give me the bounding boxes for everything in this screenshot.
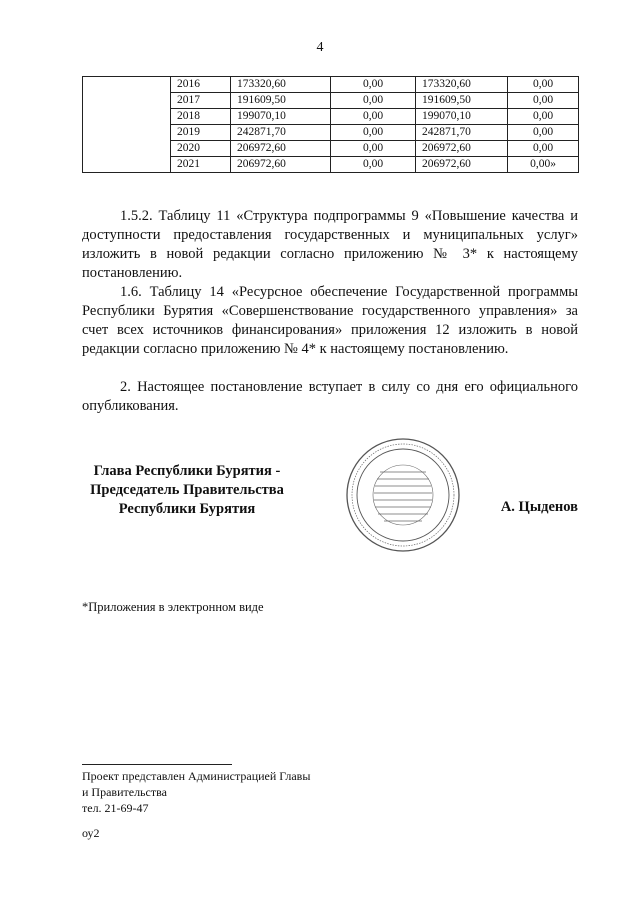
table-cell-year: 2021: [171, 157, 231, 173]
signatory-title: [82, 462, 292, 519]
table-cell-v1: 206972,60: [231, 141, 331, 157]
table-cell-v3: 206972,60: [416, 157, 508, 173]
table-cell-v1: 242871,70: [231, 125, 331, 141]
paragraph-1-6: 1.6. Таблицу 14 «Ресурсное обеспечение Государственной программы Республики Бурятия «Совершенствование государственного управления» за счет всех источников финансирования» приложения 12 изложить в новой редакции согласно приложению № 4* к настоящему постановлению.: [82, 284, 578, 357]
table-cell-v2: 0,00: [331, 77, 416, 93]
signatory-title-line-2: Председатель Правительства: [90, 482, 284, 498]
official-seal-stamp: [344, 436, 462, 554]
signatory-title-line-1: Глава Республики Бурятия -: [93, 463, 281, 479]
table-cell-v1: 199070,10: [231, 109, 331, 125]
table-cell-v3: 206972,60: [416, 141, 508, 157]
document-body: [82, 207, 578, 416]
table-cell-v3: 242871,70: [416, 125, 508, 141]
table-cell-v4: 0,00: [508, 93, 579, 109]
paragraph-1-5-2: 1.5.2. Таблицу 11 «Структура подпрограммы 9 «Повышение качества и доступности предоставления государственных и муниципальных услуг» изложить в новой редакции согласно приложению № 3* к настоящему постановлению.: [82, 208, 578, 281]
table-cell-v3: 191609,50: [416, 93, 508, 109]
footer-line-2: и Правительства: [82, 785, 167, 799]
table-cell-year: 2018: [171, 109, 231, 125]
table-cell-year: 2016: [171, 77, 231, 93]
signature-block: [82, 462, 578, 532]
table-cell-v2: 0,00: [331, 93, 416, 109]
table-cell-v3: 173320,60: [416, 77, 508, 93]
table-cell-year: 2020: [171, 141, 231, 157]
table-cell-v4: 0,00: [508, 125, 579, 141]
paragraph-2: 2. Настоящее постановление вступает в силу со дня его официального опубликования.: [82, 379, 578, 414]
table-cell-v4: 0,00»: [508, 157, 579, 173]
footer-line-1: Проект представлен Администрацией Главы: [82, 769, 311, 783]
table-cell-v4: 0,00: [508, 77, 579, 93]
footer-line-3: тел. 21-69-47: [82, 801, 149, 815]
attachments-footnote: *Приложения в электронном виде: [82, 600, 264, 614]
table-cell-v2: 0,00: [331, 157, 416, 173]
table-cell-v3: 199070,10: [416, 109, 508, 125]
table-cell-v1: 173320,60: [231, 77, 331, 93]
table-cell-v4: 0,00: [508, 141, 579, 157]
table-cell-v1: 191609,50: [231, 93, 331, 109]
signatory-name: А. Цыденов: [500, 499, 578, 515]
table-cell-v2: 0,00: [331, 109, 416, 125]
table-cell-v2: 0,00: [331, 141, 416, 157]
table-cell-v2: 0,00: [331, 125, 416, 141]
page-number: 4: [316, 40, 324, 55]
table-cell-v4: 0,00: [508, 109, 579, 125]
table-cell-v1: 206972,60: [231, 157, 331, 173]
footer-contact: [82, 768, 310, 816]
table-cell-year: 2019: [171, 125, 231, 141]
footer-code: оу2: [82, 826, 100, 840]
financing-table: [82, 76, 579, 173]
table-row: [83, 77, 579, 93]
table-merged-first-column: [83, 77, 171, 173]
signatory-title-line-3: Республики Бурятия: [118, 501, 256, 517]
footer-divider: [82, 764, 232, 765]
table-cell-year: 2017: [171, 93, 231, 109]
